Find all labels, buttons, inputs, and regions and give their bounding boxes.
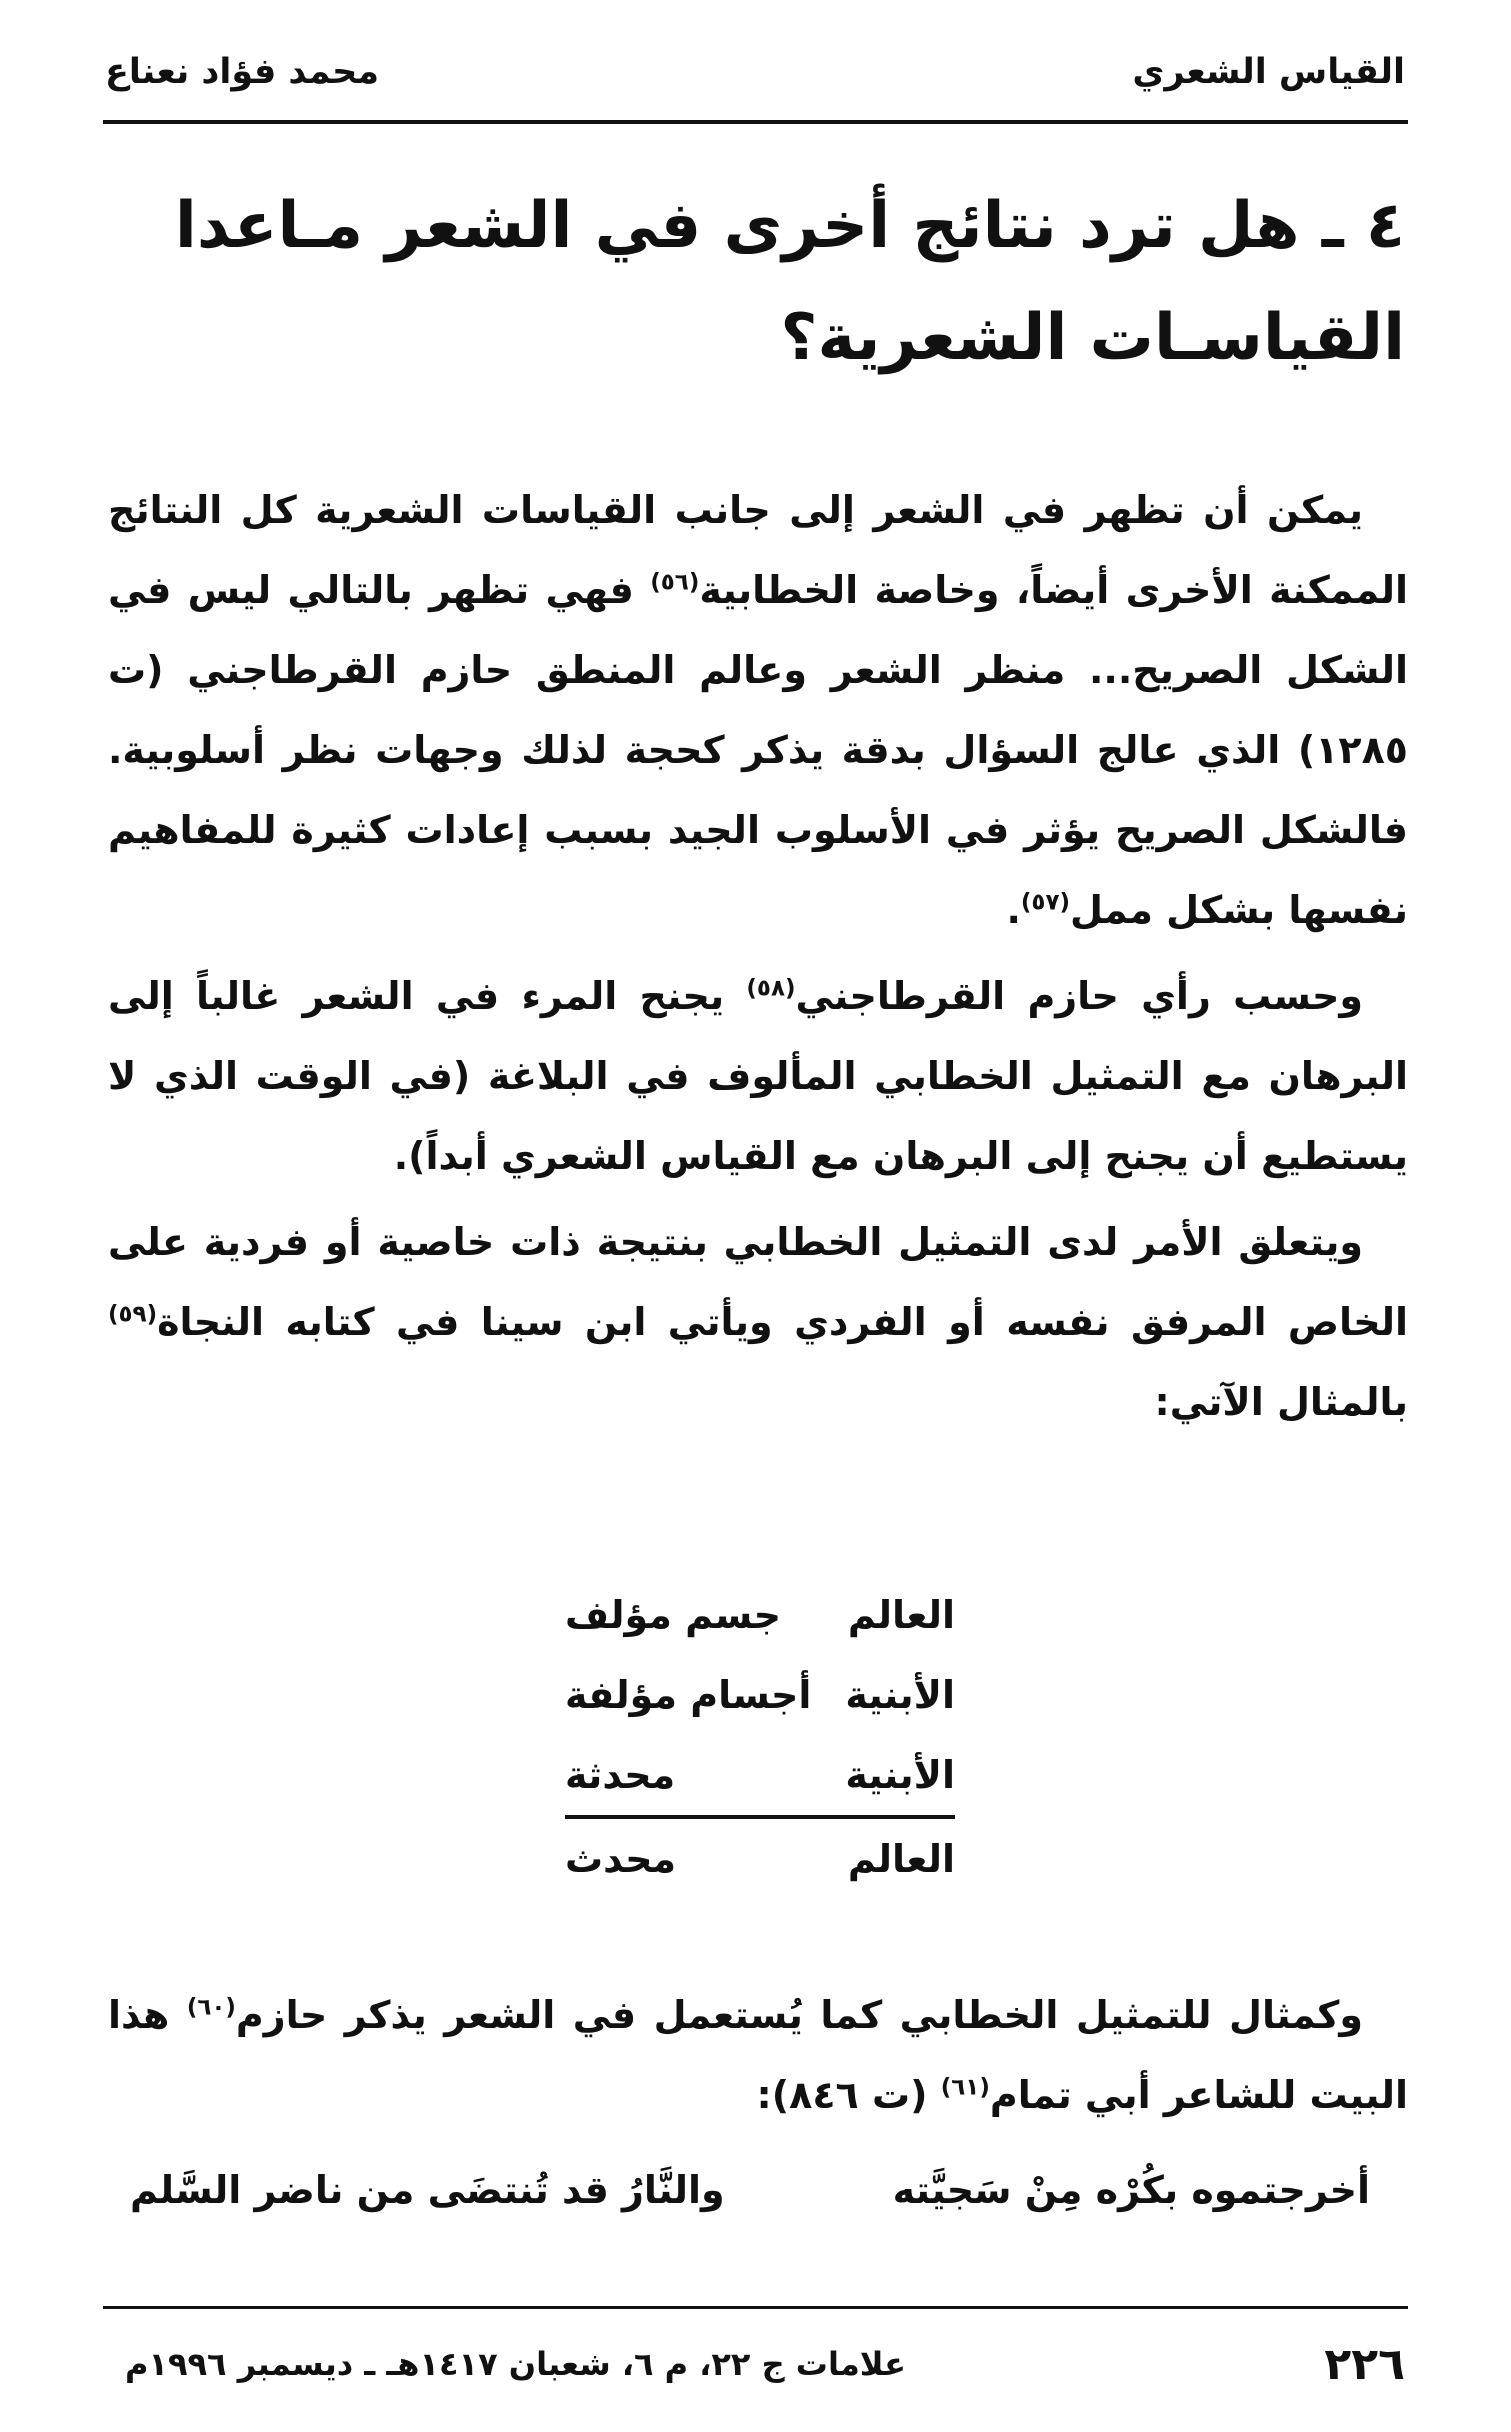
footer-rule [103,2306,1408,2309]
example-text-a: وكمثال للتمثيل الخطابي كما يُستعمل في الشعر يذكر حازم [235,1993,1363,2037]
syllogism-minor-premise [565,1655,955,1735]
paragraph-1 [108,470,1408,950]
syllogism-subject: العالم [847,1837,955,1881]
paragraph-1-text-b: فهي تظهر بالتالي ليس في الشكل الصريح... منظر الشعر وعالم المنطق حازم القرطاجني (ت ١٢٨٥) الذي عالج السؤال بدقة يذكر كحجة لذلك وجهات نظر أسلوبية. فالشكل الصريح يؤثر في الأسلوب الجيد بسبب إعادات كثيرة للمفاهيم نفسها بشكل ممل [108,568,1408,932]
syllogism-major-premise [565,1575,955,1655]
example-text-c: (ت ٨٤٦): [756,2073,941,2117]
footnote-ref-58: (٥٨) [746,975,796,1002]
paragraph-3-text-b: بالمثال الآتي: [1154,1380,1408,1424]
syllogism-predicate: جسم مؤلف [565,1593,781,1637]
syllogism-subject: العالم [847,1593,955,1637]
paragraph-1-text-c: . [1006,888,1021,932]
journal-citation: علامات ج ٢٢، م ٦، شعبان ١٤١٧هـ ـ ديسمبر ١٩٩٦م [125,2345,906,2383]
syllogism-predicate: أجسام مؤلفة [565,1673,812,1717]
page-footer [105,2339,1405,2405]
running-header [105,52,1405,112]
paragraph-2-text-b: يجنح المرء في الشعر غالباً إلى البرهان مع التمثيل الخطابي المألوف في البلاغة (في الوقت الذي لا يستطيع أن يجنح إلى البرهان مع القياس الشعري أبداً). [108,974,1408,1178]
book-title: القياس الشعري [1132,52,1405,92]
paragraph-2-text-a: وحسب رأي حازم القرطاجني [795,974,1363,1018]
page-number: ٢٢٦ [1324,2339,1405,2390]
paragraph-3 [108,1202,1408,1442]
body-text [108,470,1408,1442]
example-paragraph [108,1975,1408,2135]
syllogism-third-premise [565,1735,955,1819]
paragraph-1-text-a: يمكن أن تظهر في الشعر إلى جانب القياسات الشعرية كل النتائج الممكنة الأخرى أيضاً، وخاصة الخطابية [108,488,1409,612]
syllogism-subject: الأبنية [845,1673,955,1717]
footnote-ref-56: (٥٦) [650,569,700,596]
example-text-b: هذا البيت للشاعر أبي تمام [108,1993,1408,2117]
footnote-ref-59: (٥٩) [108,1301,158,1328]
example-text [108,1975,1408,2135]
second-hemistich: والنَّارُ قد تُنتضَى من ناضر السَّلم [130,2168,725,2212]
syllogism-example [565,1575,955,1899]
syllogism-subject: الأبنية [845,1753,955,1797]
paragraph-2 [108,956,1408,1196]
syllogism-conclusion [565,1819,955,1899]
footnote-ref-60: (٦٠) [186,1994,236,2021]
poem-verse [130,2150,1370,2230]
author-name: محمد فؤاد نعناع [105,52,380,92]
syllogism-predicate: محدثة [565,1753,676,1797]
footnote-ref-61: (٦١) [940,2074,990,2101]
header-rule [103,120,1408,124]
syllogism-predicate: محدث [565,1837,677,1881]
first-hemistich: أخرجتموه بكُرْه مِنْ سَجيَّته [892,2168,1370,2212]
paragraph-3-text-a: ويتعلق الأمر لدى التمثيل الخطابي بنتيجة ذات خاصية أو فردية على الخاص المرفق نفسه أو الفردي ويأتي ابن سينا في كتابه النجاة [108,1220,1408,1344]
section-heading: ٤ ـ هل ترد نتائج أخرى في الشعر مـاعدا القياسـات الشعرية؟ [174,189,1405,375]
footnote-ref-57: (٥٧) [1020,889,1071,916]
